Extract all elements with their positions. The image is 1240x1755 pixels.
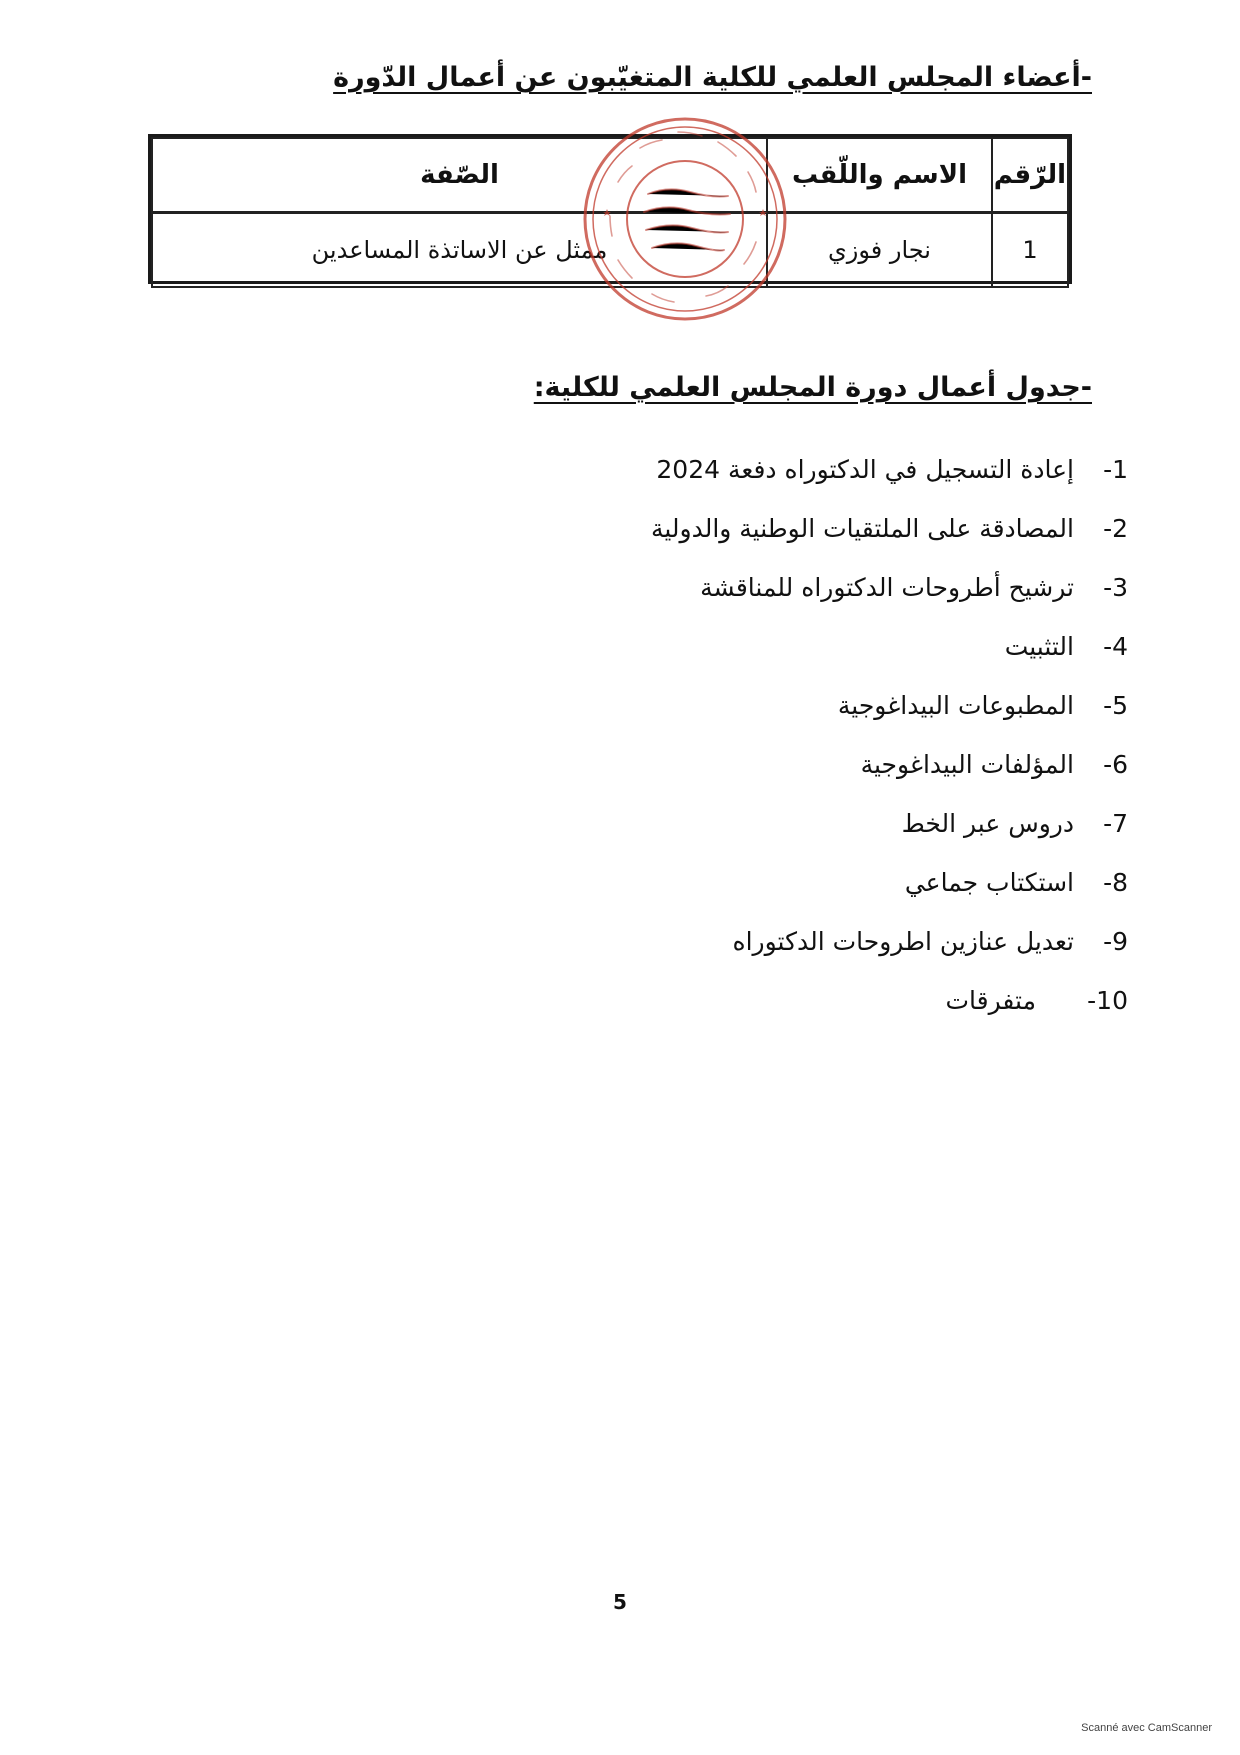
absent-members-table-frame xyxy=(148,134,1072,284)
agenda-item-number: -2 xyxy=(1103,514,1128,543)
agenda-item-number: -3 xyxy=(1103,573,1128,602)
agenda-item-number: -5 xyxy=(1103,691,1128,720)
agenda-item-number: -7 xyxy=(1103,809,1128,838)
scanner-watermark: Scanné avec CamScanner xyxy=(1081,1722,1212,1734)
agenda-item-text: دروس عبر الخط xyxy=(901,809,1074,838)
agenda-item-text: المصادقة على الملتقيات الوطنية والدولية xyxy=(650,514,1074,543)
absent-members-table xyxy=(151,137,1069,288)
agenda-item-text: استكتاب جماعي xyxy=(904,868,1074,897)
list-item xyxy=(428,499,1128,558)
agenda-item-text: متفرقات xyxy=(945,986,1036,1015)
list-item xyxy=(428,971,1128,1030)
list-item xyxy=(428,617,1128,676)
list-item xyxy=(428,853,1128,912)
agenda-item-number: -6 xyxy=(1103,750,1128,779)
header-role: الصّفة xyxy=(152,138,767,213)
table-header-row xyxy=(152,138,1068,213)
agenda-item-number: -9 xyxy=(1103,927,1128,956)
agenda-list xyxy=(428,440,1128,1030)
agenda-item-number: -1 xyxy=(1103,455,1128,484)
table-row xyxy=(152,213,1068,288)
agenda-item-text: تعديل عنازين اطروحات الدكتوراه xyxy=(732,927,1074,956)
cell-role: ممثل عن الاساتذة المساعدين xyxy=(152,213,767,288)
agenda-item-text: المؤلفات البيداغوجية xyxy=(860,750,1074,779)
agenda-item-number: -10 xyxy=(1087,986,1128,1015)
list-item xyxy=(428,794,1128,853)
agenda-item-text: المطبوعات البيداغوجية xyxy=(837,691,1074,720)
agenda-item-text: التثبيت xyxy=(1004,632,1074,661)
page-number: 5 xyxy=(613,1590,627,1614)
list-item xyxy=(428,735,1128,794)
agenda-item-number: -4 xyxy=(1103,632,1128,661)
header-number: الرّقم xyxy=(992,138,1068,213)
absent-members-title: -أعضاء المجلس العلمي للكلية المتغيّبون عن أعمال الدّورة xyxy=(333,62,1092,93)
agenda-item-text: ترشيح أطروحات الدكتوراه للمناقشة xyxy=(700,573,1074,602)
list-item xyxy=(428,912,1128,971)
agenda-item-text: إعادة التسجيل في الدكتوراه دفعة 2024 xyxy=(656,455,1074,484)
cell-number: 1 xyxy=(992,213,1068,288)
list-item xyxy=(428,676,1128,735)
agenda-item-number: -8 xyxy=(1103,868,1128,897)
cell-name: نجار فوزي xyxy=(767,213,992,288)
header-name: الاسم واللّقب xyxy=(767,138,992,213)
list-item xyxy=(428,558,1128,617)
list-item xyxy=(428,440,1128,499)
agenda-title: -جدول أعمال دورة المجلس العلمي للكلية: xyxy=(533,372,1092,403)
